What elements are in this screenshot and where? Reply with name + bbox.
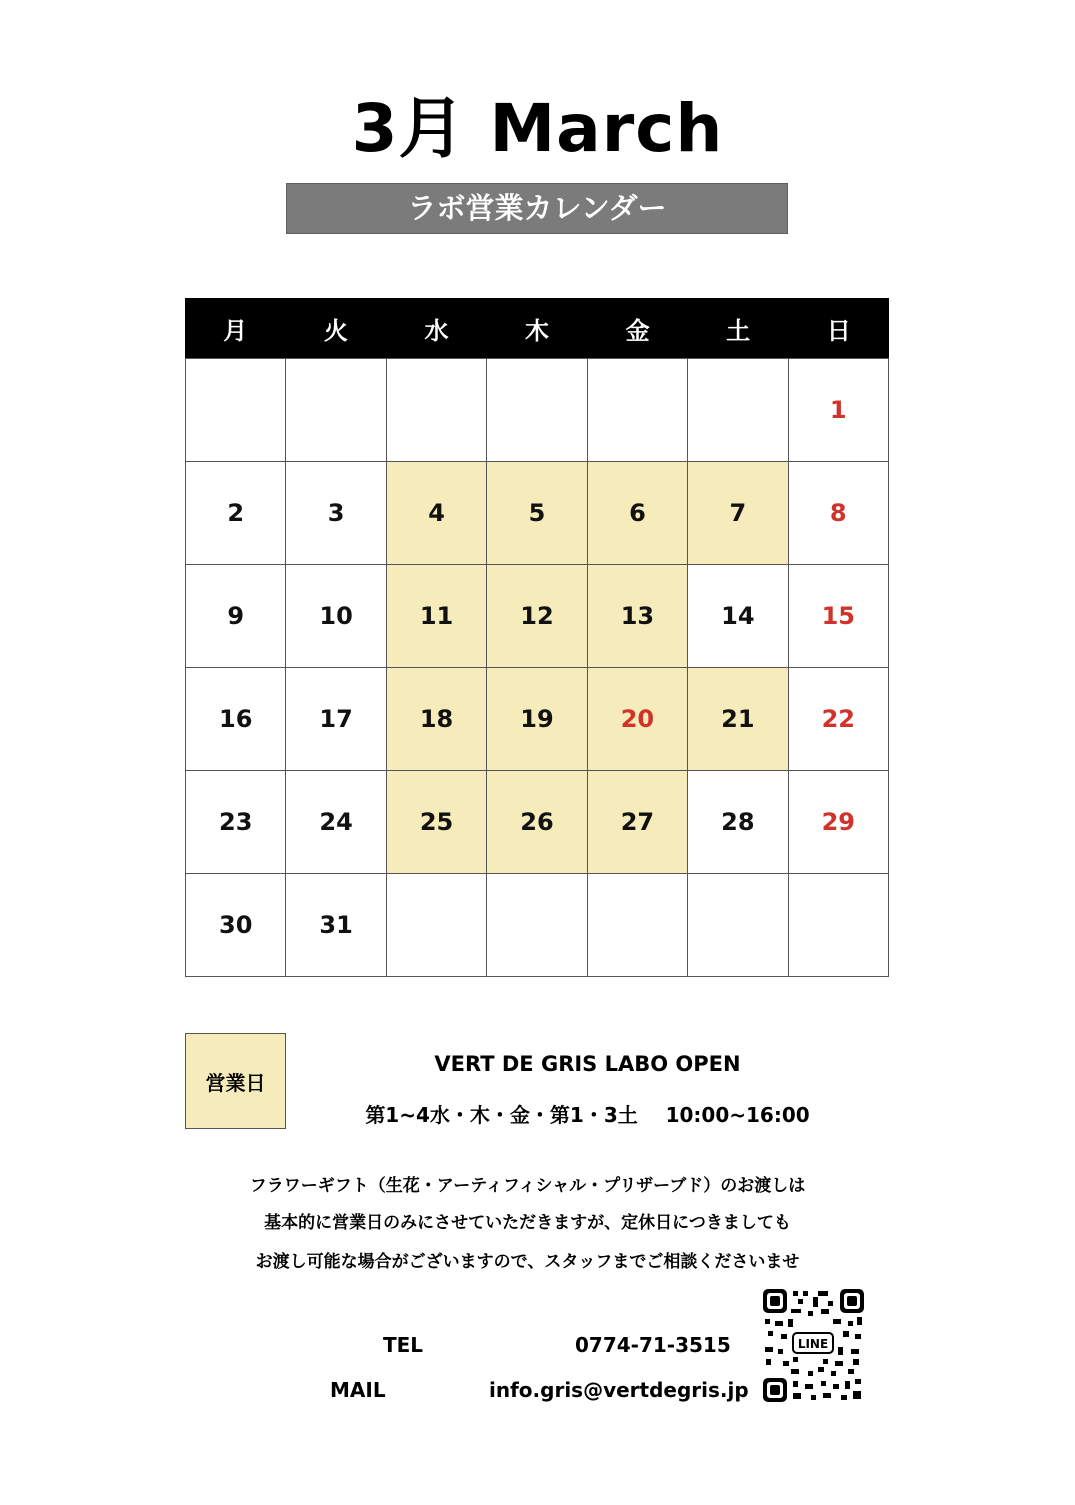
calendar-day-17: 17: [286, 668, 386, 771]
calendar-day-26: 26: [487, 771, 587, 874]
tel-label: TEL: [383, 1333, 424, 1357]
qr-finder-bottom-left: [763, 1378, 787, 1402]
legend-open-day: 営業日: [185, 1033, 286, 1129]
calendar-day-6: 6: [588, 462, 688, 565]
calendar-day-14: 14: [688, 565, 788, 668]
calendar-empty-cell: [588, 874, 688, 977]
calendar-empty-cell: [387, 874, 487, 977]
calendar-day-5: 5: [487, 462, 587, 565]
calendar-day-21: 21: [688, 668, 788, 771]
mail-address[interactable]: info.gris@vertdegris.jp: [489, 1378, 749, 1402]
calendar-day-9: 9: [186, 565, 286, 668]
labo-title: VERT DE GRIS LABO OPEN: [434, 1052, 741, 1076]
calendar-day-27: 27: [588, 771, 688, 874]
qr-finder-top-left: [763, 1289, 787, 1313]
calendar-empty-cell: [487, 359, 587, 462]
calendar-grid: [185, 358, 889, 977]
business-calendar: [185, 298, 889, 977]
calendar-day-16: 16: [186, 668, 286, 771]
calendar-day-30: 30: [186, 874, 286, 977]
calendar-empty-cell: [186, 359, 286, 462]
weekday-tue: 火: [323, 316, 348, 345]
calendar-day-20: 20: [588, 668, 688, 771]
weekday-mon: 月: [223, 316, 248, 345]
calendar-day-19: 19: [487, 668, 587, 771]
tel-number[interactable]: 0774-71-3515: [575, 1333, 731, 1357]
calendar-day-8: 8: [789, 462, 889, 565]
calendar-day-29: 29: [789, 771, 889, 874]
calendar-empty-cell: [286, 359, 386, 462]
weekday-sun: 日: [826, 316, 851, 345]
weekday-wed: 水: [424, 316, 449, 345]
calendar-empty-cell: [688, 874, 788, 977]
weekday-thu: 木: [525, 316, 550, 345]
calendar-day-3: 3: [286, 462, 386, 565]
qr-finder-top-right: [840, 1289, 864, 1313]
weekday-header: [185, 298, 889, 358]
calendar-empty-cell: [789, 874, 889, 977]
calendar-day-12: 12: [487, 565, 587, 668]
calendar-day-31: 31: [286, 874, 386, 977]
calendar-day-13: 13: [588, 565, 688, 668]
calendar-day-11: 11: [387, 565, 487, 668]
weekday-fri: 金: [625, 316, 650, 345]
calendar-day-18: 18: [387, 668, 487, 771]
calendar-empty-cell: [688, 359, 788, 462]
line-qr-code[interactable]: [763, 1289, 864, 1402]
calendar-day-2: 2: [186, 462, 286, 565]
notice-line-1: フラワーギフト（生花・アーティフィシャル・プリザーブド）のお渡しは: [249, 1176, 806, 1196]
calendar-day-1: 1: [789, 359, 889, 462]
calendar-day-23: 23: [186, 771, 286, 874]
mail-label: MAIL: [330, 1378, 386, 1402]
calendar-day-4: 4: [387, 462, 487, 565]
calendar-empty-cell: [588, 359, 688, 462]
labo-hours: 第1~4水・木・金・第1・3土 10:00~16:00: [365, 1103, 810, 1127]
weekday-sat: 土: [726, 316, 751, 345]
calendar-day-24: 24: [286, 771, 386, 874]
calendar-day-7: 7: [688, 462, 788, 565]
calendar-empty-cell: [487, 874, 587, 977]
calendar-empty-cell: [387, 359, 487, 462]
qr-line-label: LINE: [797, 1337, 829, 1351]
notice-line-3: お渡し可能な場合がございますので、スタッフまでご相談くださいませ: [255, 1252, 800, 1272]
calendar-day-25: 25: [387, 771, 487, 874]
calendar-day-22: 22: [789, 668, 889, 771]
page-title: 3月 March: [351, 90, 724, 167]
calendar-day-15: 15: [789, 565, 889, 668]
notice-line-2: 基本的に営業日のみにさせていただきますが、定休日につきましても: [264, 1213, 791, 1233]
calendar-day-28: 28: [688, 771, 788, 874]
calendar-subtitle: ラボ営業カレンダー: [286, 183, 788, 234]
calendar-day-10: 10: [286, 565, 386, 668]
